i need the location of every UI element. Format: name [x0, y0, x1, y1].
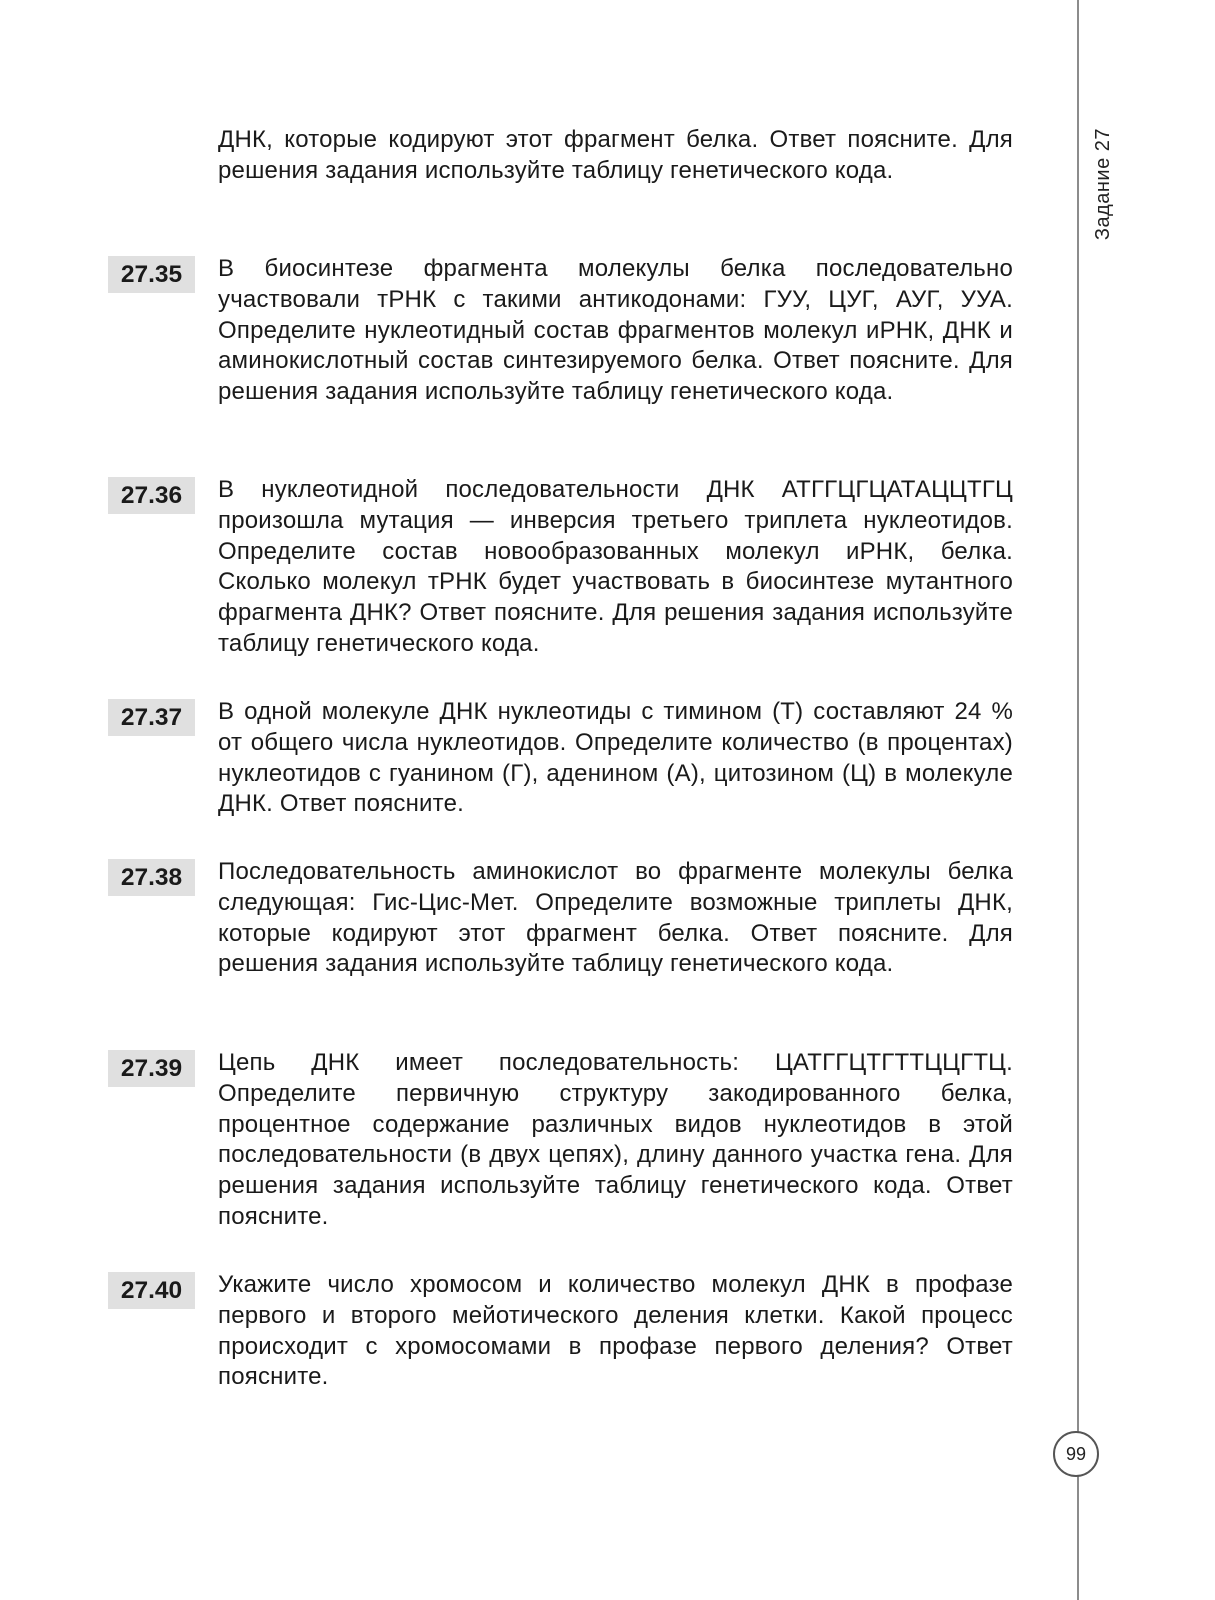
task-text: Укажите число хромосом и количество молекул ДНК в профазе первого и второго мейотического деления клетки. Какой процесс происходит с хромосомами в профазе первого деления? Ответ поясните.: [218, 1271, 1013, 1391]
task-text: Цепь ДНК имеет последовательность: ЦАТГГЦТГТТЦЦГТЦ. Определите первичную структуру закодированного белка, процентное содержание различных видов нуклеотидов в этой последовательности (в двух цепях), длину данного участка гена. Для решения задания используйте таблицу генетического кода. Ответ поясните.: [218, 1049, 1013, 1230]
intro-text: ДНК, которые кодируют этот фрагмент белка. Ответ поясните. Для решения задания используйте таблицу генетического кода.: [218, 126, 1013, 184]
task-text: В одной молекуле ДНК нуклеотиды с тимином (Т) составляют 24 % от общего числа нуклеотидов. Определите количество (в процентах) нуклеотидов с гуанином (Г), аденином (А), цитозином (Ц) в молекуле ДНК. Ответ поясните.: [218, 698, 1013, 818]
task-text: Последовательность аминокислот во фрагменте молекулы белка следующая: Гис-Цис-Мет. Определите возможные триплеты ДНК, которые кодируют этот фрагмент белка. Ответ поясните. Для решения задания используйте таблицу генетического кода.: [218, 858, 1013, 978]
margin-rule: [1077, 0, 1079, 1600]
task-number: 27.35: [108, 256, 195, 293]
intro-paragraph: [218, 125, 1013, 187]
task-number: 27.40: [108, 1272, 195, 1309]
task-number: 27.39: [108, 1050, 195, 1087]
page-number: [1053, 1431, 1099, 1477]
section-label: Задание 27: [1092, 128, 1114, 241]
task-number: 27.37: [108, 699, 195, 736]
task-text: В нуклеотидной последовательности ДНК АТГГЦГЦАТАЦЦТГЦ произошла мутация — инверсия третьего триплета нуклеотидов. Определите состав новообразованных молекул иРНК, белка. Сколько молекул тРНК будет участвовать в биосинтезе мутантного фрагмента ДНК? Ответ поясните. Для решения задания используйте таблицу генетического кода.: [218, 476, 1013, 657]
page-number-text: 99: [1065, 1443, 1087, 1464]
task-text: В биосинтезе фрагмента молекулы белка последовательно участвовали тРНК с такими антикодонами: ГУУ, ЦУГ, АУГ, УУА. Определите нуклеотидный состав фрагментов молекул иРНК, ДНК и аминокислотный состав синтезируемого белка. Ответ поясните. Для решения задания используйте таблицу генетического кода.: [218, 255, 1013, 406]
task-number: 27.38: [108, 859, 195, 896]
task-number: 27.36: [108, 477, 195, 514]
